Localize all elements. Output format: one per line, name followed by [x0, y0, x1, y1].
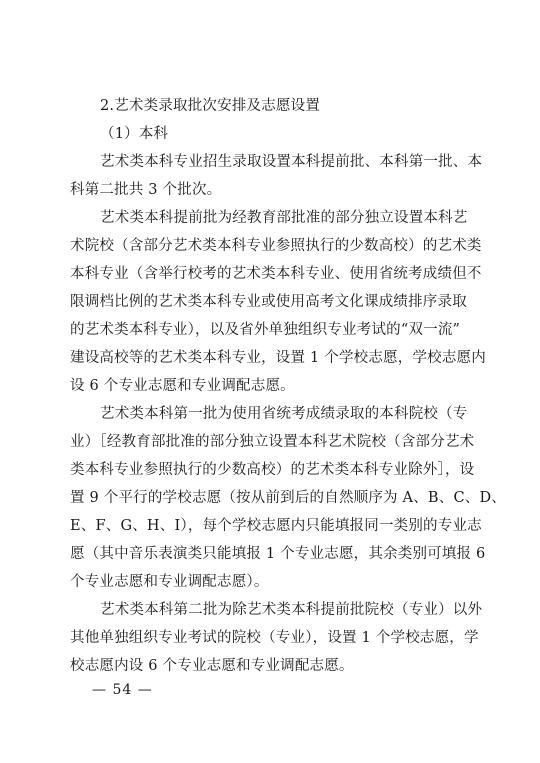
paragraph-line: E、F、G、H、I），每个学校志愿内只能填报同一类别的专业志 [70, 518, 482, 534]
subsection-heading: （1）本科 [100, 126, 169, 142]
paragraph-1 [70, 148, 483, 204]
paragraph-3 [70, 400, 506, 596]
paragraph-line: 科第二批共 3 个批次。 [70, 182, 222, 198]
paragraph-4 [70, 596, 483, 680]
paragraph-line: 个专业志愿和专业调配志愿）。 [70, 574, 269, 590]
paragraph-line: 业）［经教育部批准的部分独立设置本科艺术院校（含部分艺术 [70, 434, 475, 450]
paragraph-line: 愿（其中音乐表演类只能填报 1 个专业志愿，其余类别可填报 6 [70, 546, 486, 562]
paragraph-line: 术院校（含部分艺术类本科专业参照执行的少数高校）的艺术类 [70, 238, 482, 254]
paragraph-line: 建设高校等的艺术类本科专业，设置 1 个学校志愿，学校志愿内 [70, 350, 486, 366]
paragraph-line: 校志愿内设 6 个专业志愿和专业调配志愿。 [70, 658, 354, 674]
paragraph-line: 设 6 个专业志愿和专业调配志愿。 [70, 378, 295, 394]
paragraph-line: 本科专业（含举行校考的艺术类本科专业、使用省统考成绩但不 [70, 266, 482, 282]
paragraph-line: 艺术类本科专业招生录取设置本科提前批、本科第一批、本 [100, 154, 483, 170]
paragraph-line: 艺术类本科提前批为经教育部批准的部分独立设置本科艺 [100, 210, 468, 226]
paragraph-line: 艺术类本科第二批为除艺术类本科提前批院校（专业）以外 [100, 602, 483, 618]
paragraph-line: 限调档比例的艺术类本科专业或使用高考文化课成绩排序录取 [70, 294, 467, 310]
page-number: — 54 — [92, 682, 153, 698]
paragraph-2 [70, 204, 486, 400]
paragraph-line: 类本科专业参照执行的少数高校）的艺术类本科专业除外］，设 [70, 462, 475, 478]
paragraph-line: 置 9 个平行的学校志愿（按从前到后的自然顺序为 A、B、C、D、 [70, 490, 506, 506]
paragraph-line: 其他单独组织专业考试的院校（专业），设置 1 个学校志愿，学 [70, 630, 479, 646]
section-heading: 2.艺术类录取批次安排及志愿设置 [100, 98, 321, 114]
paragraph-line: 的艺术类本科专业），以及省外单独组织专业考试的“双一流” [70, 322, 461, 338]
document-body [70, 92, 506, 680]
paragraph-line: 艺术类本科第一批为使用省统考成绩录取的本科院校（专 [100, 406, 468, 422]
